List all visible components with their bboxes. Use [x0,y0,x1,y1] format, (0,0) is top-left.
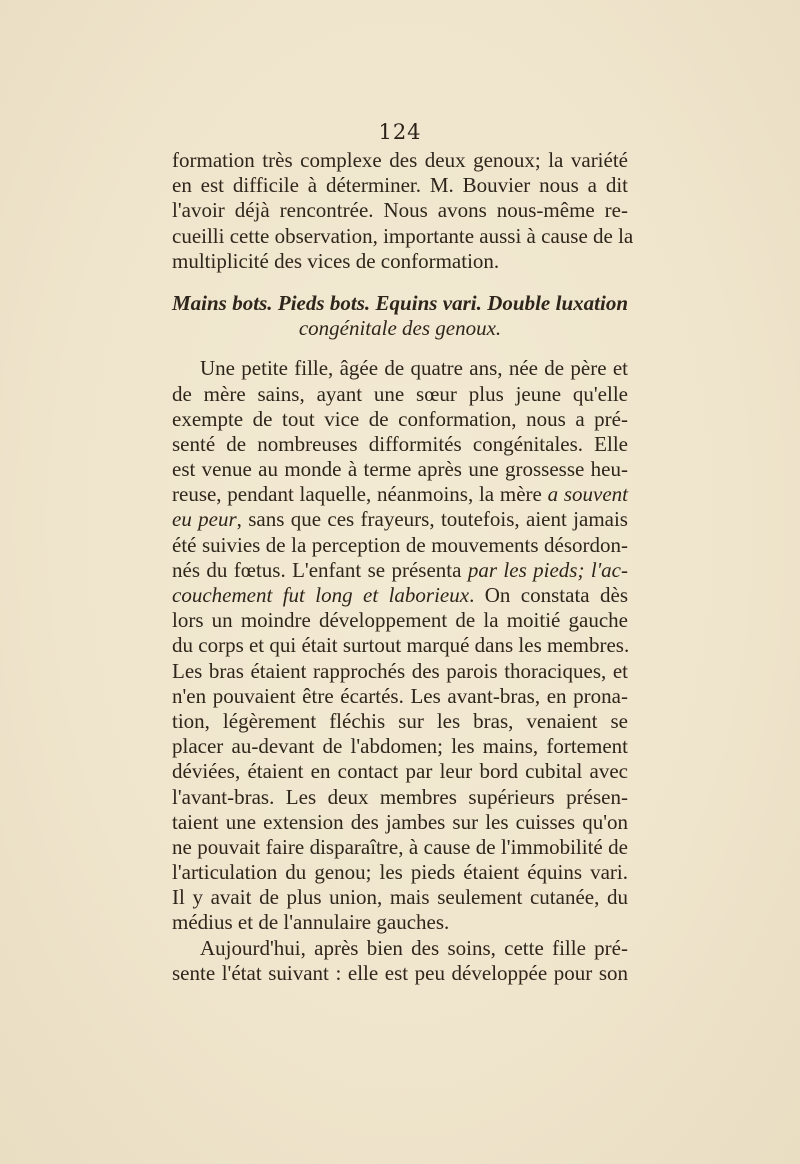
text-line: en est difficile à déterminer. M. Bouvier nous a dit [172,173,628,198]
text-line: Aujourd'hui, après bien des soins, cette fille pré- [200,935,628,960]
heading-line [172,316,628,341]
paragraph-case-description [172,356,628,935]
paragraph-continuation [172,148,634,274]
text-line [172,583,628,608]
italic-text-run: a souvent [547,482,628,507]
text-line: Il y avait de plus union, mais seulement cutanée, du [172,885,628,910]
text-line [172,482,628,507]
text-line: multiplicité des vices de conformation. [172,248,500,273]
text-line: est venue au monde à terme après une grossesse heu- [172,457,628,482]
text-line: placer au-devant de l'abdomen; les mains, fortement [172,734,628,759]
text-line: Une petite fille, âgée de quatre ans, née de père et [200,356,628,381]
text-line: l'articulation du genou; les pieds étaient équins vari. [172,860,628,885]
text-line [172,507,628,532]
text-line: senté de nombreuses difformités congénitales. Elle [172,431,628,456]
text-line: exempte de tout vice de conformation, nous a pré- [172,406,628,431]
text-run: reuse, pendant laquelle, néanmoins, la mère [172,482,548,507]
italic-text-run: par les pieds; l'ac- [467,557,628,582]
heading-line: Mains bots. Pieds bots. Equins vari. Double luxation [172,290,628,315]
text-line: de mère sains, ayant une sœur plus jeune qu'elle [172,381,628,406]
text-line: formation très complexe des deux genoux; la variété [172,148,628,172]
text-line: taient une extension des jambes sur les cuisses qu'on [172,809,628,834]
heading-line-text: congénitale des genoux. [298,316,502,341]
text-line: ne pouvait faire disparaître, à cause de l'immobilité de [172,834,628,859]
text-line [172,558,628,583]
text-line: Les bras étaient rapprochés des parois thoraciques, et [172,658,628,683]
text-line: sente l'état suivant : elle est peu développée pour son [172,960,628,985]
italic-text-run: couchement fut long et laborieux [172,583,470,607]
page-number: 124 [378,120,422,144]
text-run: , sans que ces frayeurs, toutefois, aient jamais [236,507,628,532]
text-line: n'en pouvaient être écartés. Les avant-bras, en prona- [172,683,628,708]
text-line: du corps et qui était surtout marqué dans les membres. [172,633,630,658]
text-line: l'avoir déjà rencontrée. Nous avons nous-même re- [172,198,628,223]
text-run: nés du fœtus. L'enfant se présenta [172,557,468,582]
paragraph-current-state [172,936,628,986]
body-text [172,148,634,986]
text-line: été suivies de la perception de mouvements désordon- [172,532,628,557]
text-line: lors un moindre développement de la moitié gauche [172,608,628,633]
italic-text-run: eu peur [172,507,237,532]
text-run: . On constata dès [469,583,628,607]
section-heading [172,291,628,341]
text-line: déviées, étaient en contact par leur bord cubital avec [172,759,628,784]
text-line: tion, légèrement fléchis sur les bras, venaient se [172,708,628,733]
text-line: cueilli cette observation, importante aussi à cause de la [172,223,634,248]
text-line: médius et de l'annulaire gauches. [172,910,450,935]
text-line: l'avant-bras. Les deux membres supérieurs présen- [172,784,628,809]
